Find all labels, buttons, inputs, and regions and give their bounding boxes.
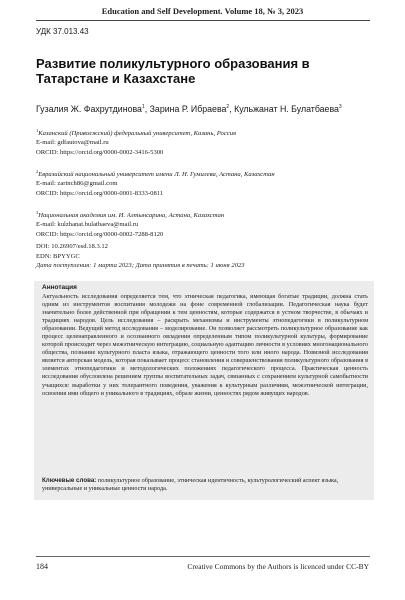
- author-list: Гузалия Ж. Фахрутдинова$^1$, Зарина Р. Ибраева$^2$, Кульжанат Н. Булатбаева$^3$: [36, 104, 342, 114]
- author-sup: 2: [226, 104, 230, 111]
- header-divider: [36, 20, 370, 21]
- page-number: 184: [36, 562, 48, 571]
- article-title: Развитие поликультурного образования в Татарстане и Казахстане: [36, 56, 310, 86]
- keywords-label: Ключевые слова:: [42, 477, 97, 484]
- license-text: Creative Commons by the Authors is licenced under CC-BY: [187, 562, 369, 571]
- affiliation-block: [36, 126, 376, 157]
- affiliation-orcid: ORCID: https://orcid.org/0000-0002-7288-8120: [36, 230, 164, 238]
- article-meta: [36, 242, 245, 271]
- affiliation-sup: 2: [36, 169, 39, 174]
- keywords-text: поликультурное образование, этническая идентичность, культурологический аспект языка, универсальные и уникальные ценности народа.: [42, 477, 339, 493]
- author-sup: 3: [338, 104, 342, 111]
- udk-code: УДК 37.013.43: [36, 27, 89, 36]
- abstract-heading: Аннотация: [42, 284, 77, 291]
- affiliation-institution: Евразийский национальный университет имени Л. Н. Гумилева, Астана, Казахстан: [38, 171, 275, 179]
- affiliation-block: [36, 208, 376, 239]
- affiliation-sup: 1: [36, 128, 39, 133]
- affiliation-institution: Казанский (Приволжский) федеральный университет, Казань, Россия: [38, 130, 237, 138]
- affiliation-institution: Национальная академия им. И. Алтынсарина, Астана, Казахстан: [38, 212, 225, 220]
- affiliation-email: E-mail: zarinch86@gmail.com: [36, 180, 118, 188]
- journal-header: Education and Self Development. Volume 18, № 3, 2023: [101, 6, 304, 16]
- author-name: Зарина Р. Ибраева: [149, 104, 227, 114]
- affiliation-block: [36, 167, 376, 198]
- abstract-text: Актуальность исследования определяется тем, что этническая педагогика, имеющая богатые традиции, должна стать одним из инструментов воспитания молодежи на фоне современной глобализации. Педагогическая наука будет значительно более действенной при обращении к тем ценностям, которые содержатся в устном творчестве, в обычаях и традициях народов. Цель исследования – раскрыть механизмы и инструменты этнопедагогики в поликультурном образовании. Ведущий метод исследования – моделирование. Он позволяет рассмотреть поликультурное образование как процесс целенаправленного и осознанного овладения определенным типом поликультурной культуры, формирование которой происходит через межэтническую интеграцию, социальную адаптацию личности в условиях многонационального общества, познание культурного пласта языка, отражающего ценности того или иного народа. Новизной исследования является авторская модель, которая показывает процесс становления и совершенствования поликультурного образования в элементах этнопедагогики и методологических положениях педагогического процесса. Практическая ценность исследования обусловлена решением группы воспитательных задач, связанных с сохранением культурной самобытности учащихся: выработки у них толерантного поведения, уважения к культурным различиям, межэтнической интеграции, освоения ими общего и уникального в традициях, образе жизни, ценностях рядом живущих народов.: [42, 293, 368, 397]
- article-dates: Дата поступления: 1 марта 2023; Дата принятия в печать: 1 июня 2023: [36, 262, 245, 269]
- affiliation-email: E-mail: gdfautova@mail.ru: [36, 139, 109, 147]
- author-name: Гузалия Ж. Фахрутдинова: [36, 104, 142, 114]
- affiliation-email: E-mail: kulzhanat.bulatbaeva@mail.ru: [36, 221, 139, 229]
- affiliation-sup: 3: [36, 210, 39, 215]
- doi: DOI: 10.26907/esd.18.3.12: [36, 243, 108, 250]
- affiliation-orcid: ORCID: https://orcid.org/0000-0002-3416-5300: [36, 148, 164, 156]
- author-sup: 1: [141, 104, 145, 111]
- affiliation-orcid: ORCID: https://orcid.org/0000-0001-8333-0811: [36, 189, 164, 197]
- edn: EDN: BPYYGC: [36, 252, 80, 260]
- author-name: Кульжанат Н. Булатбаева: [234, 104, 339, 114]
- footer-divider: [36, 556, 370, 557]
- keywords: [42, 477, 368, 493]
